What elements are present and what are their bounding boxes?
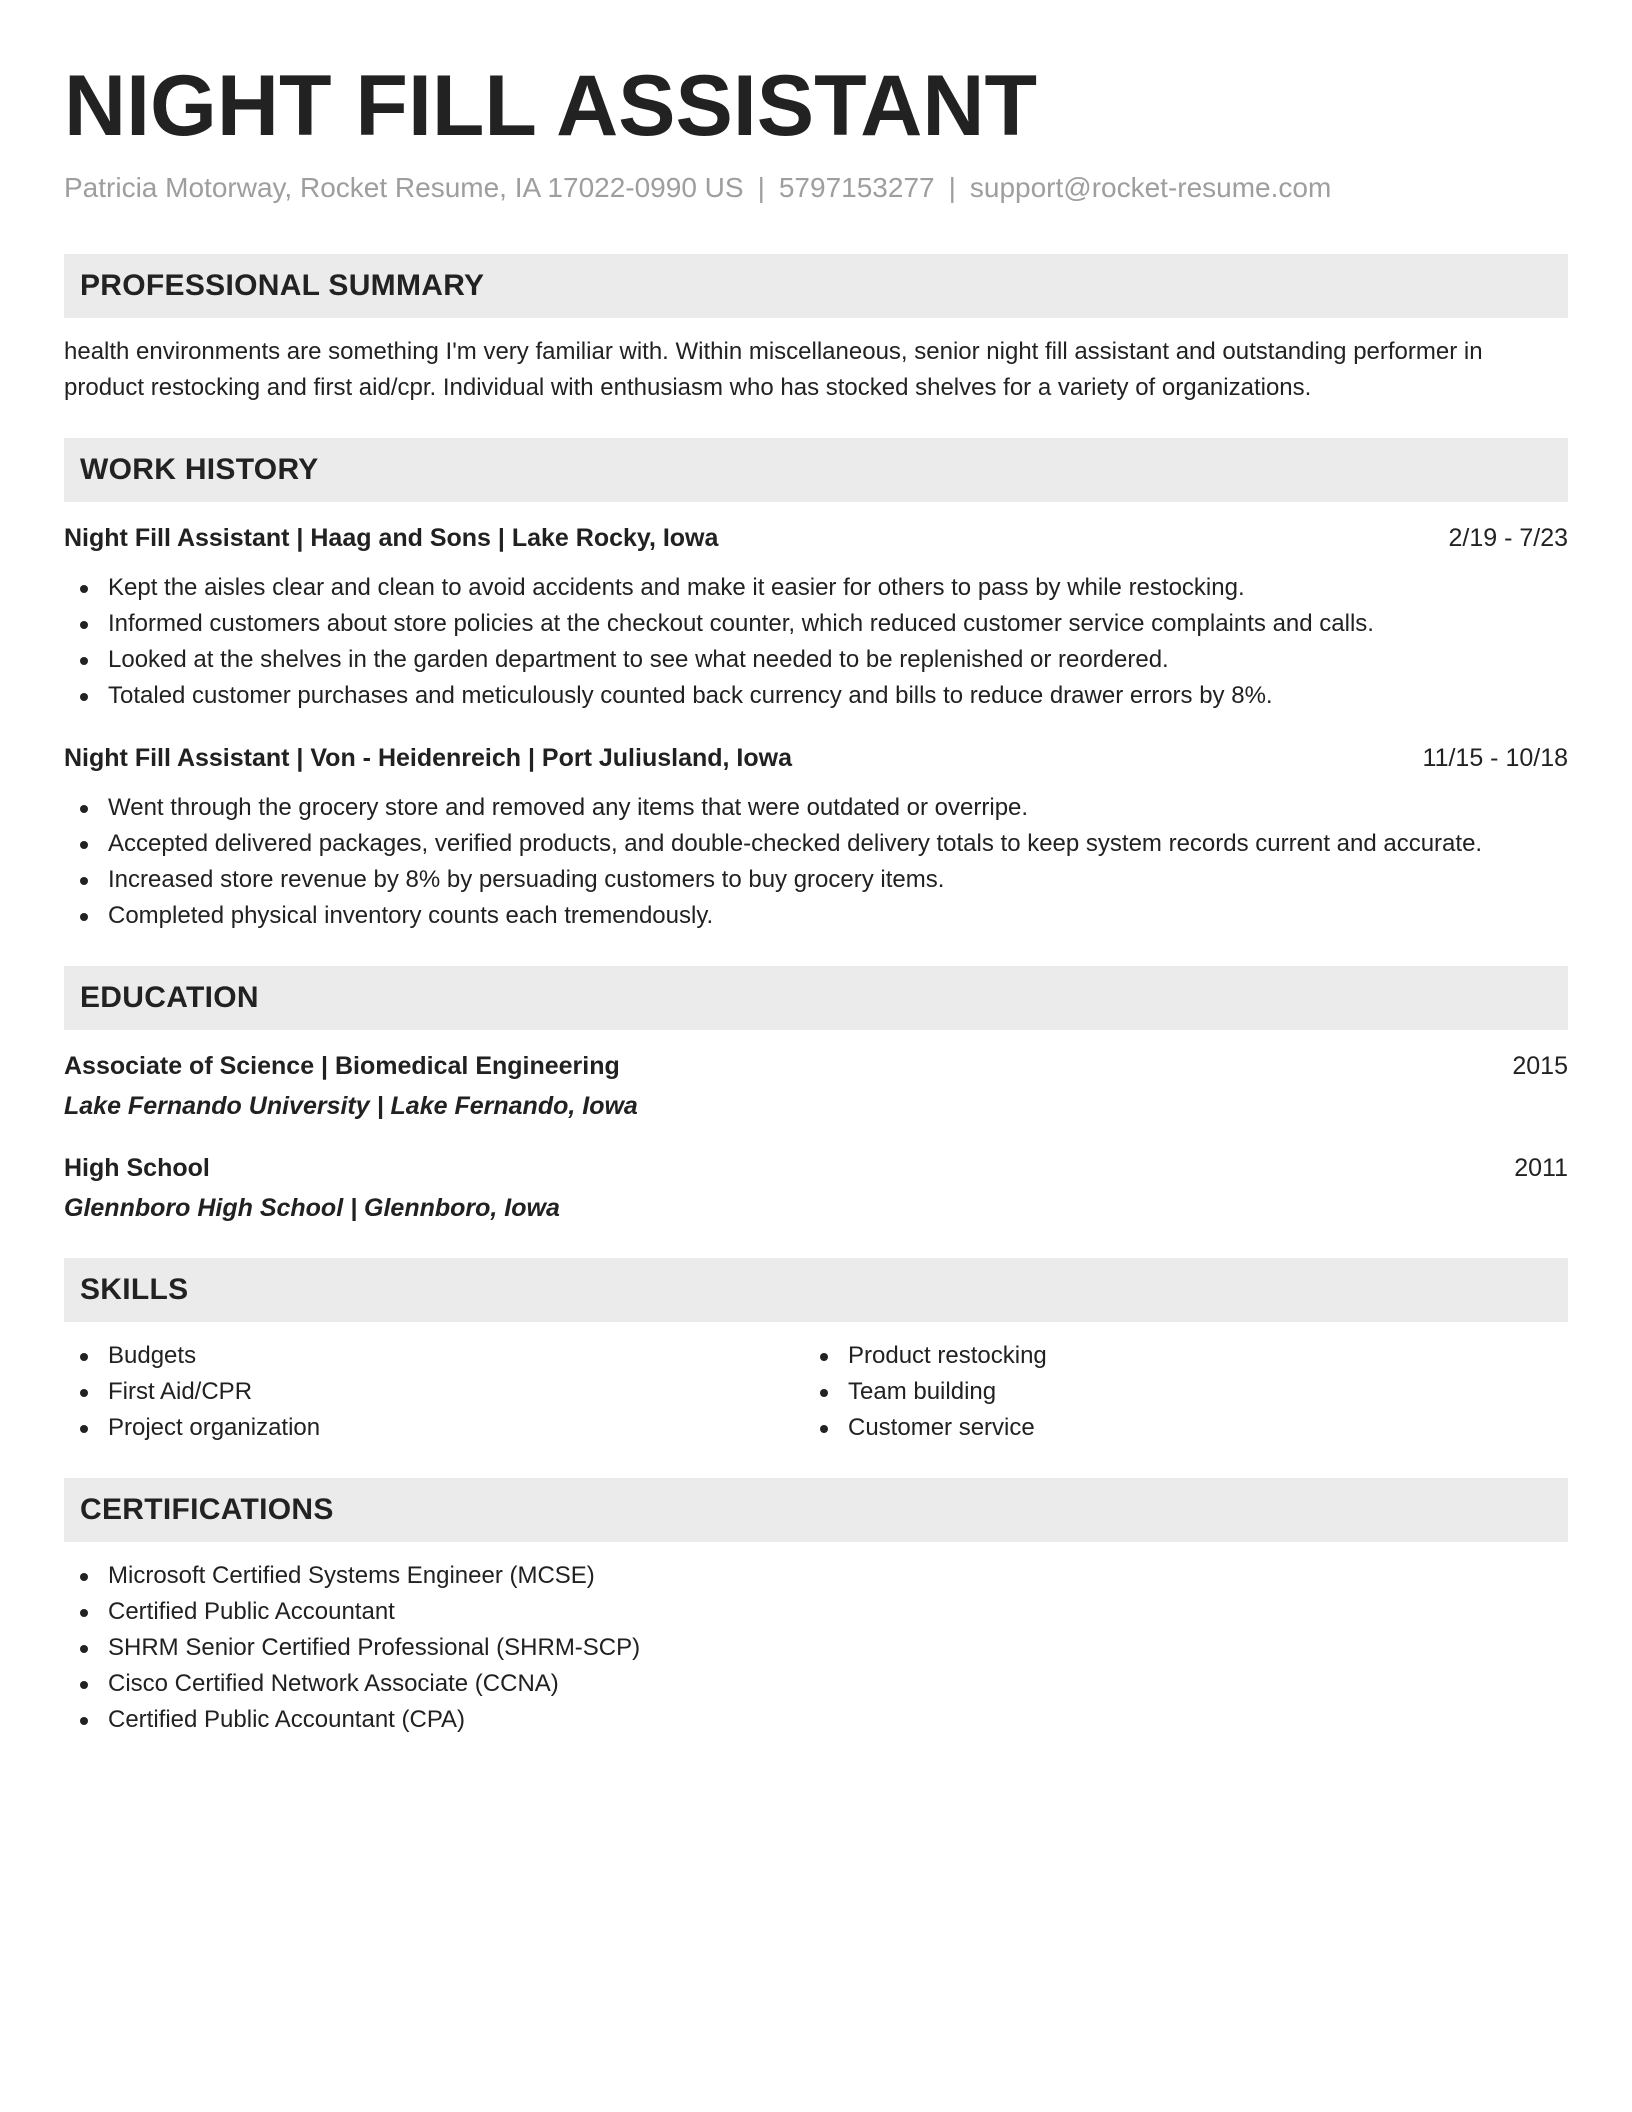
skill-item: Team building xyxy=(804,1374,1564,1410)
section-heading-education: EDUCATION xyxy=(64,966,1568,1030)
job-entry xyxy=(64,520,1568,714)
job-bullets xyxy=(64,790,1568,934)
contact-email: support@rocket-resume.com xyxy=(969,172,1332,203)
certification-item: Certified Public Accountant (CPA) xyxy=(64,1702,1568,1738)
job-bullet: Looked at the shelves in the garden department to see what needed to be replenished or reordered. xyxy=(64,642,1568,678)
job-bullet: Totaled customer purchases and meticulously counted back currency and bills to reduce drawer errors by 8%. xyxy=(64,678,1568,714)
contact-address: Patricia Motorway, Rocket Resume, IA 17022-0990 US xyxy=(64,172,744,203)
job-bullet: Accepted delivered packages, verified products, and double-checked delivery totals to keep system records current and accurate. xyxy=(64,826,1568,862)
job-dates: 11/15 - 10/18 xyxy=(1422,744,1568,772)
education-degree: High School xyxy=(64,1154,210,1182)
education-school: Lake Fernando University | Lake Fernando, Iowa xyxy=(64,1092,638,1120)
skills-grid xyxy=(64,1338,1568,1446)
job-dates: 2/19 - 7/23 xyxy=(1448,524,1568,552)
skill-item: Project organization xyxy=(64,1410,804,1446)
certification-item: SHRM Senior Certified Professional (SHRM-SCP) xyxy=(64,1630,1568,1666)
section-heading-summary: PROFESSIONAL SUMMARY xyxy=(64,254,1568,318)
skills-column-right xyxy=(804,1338,1564,1446)
certification-item: Cisco Certified Network Associate (CCNA) xyxy=(64,1666,1568,1702)
section-heading-certifications: CERTIFICATIONS xyxy=(64,1478,1568,1542)
certification-item: Certified Public Accountant xyxy=(64,1594,1568,1630)
job-title: Night Fill Assistant | Von - Heidenreich | Port Juliusland, Iowa xyxy=(64,744,792,772)
skill-item: Budgets xyxy=(64,1338,804,1374)
work-history-section xyxy=(64,438,1568,934)
certification-item: Microsoft Certified Systems Engineer (MCSE) xyxy=(64,1558,1568,1594)
section-heading-work-history: WORK HISTORY xyxy=(64,438,1568,502)
education-section xyxy=(64,966,1568,1226)
section-heading-skills: SKILLS xyxy=(64,1258,1568,1322)
skill-item: First Aid/CPR xyxy=(64,1374,804,1410)
contact-separator: | xyxy=(948,172,956,203)
job-entry xyxy=(64,740,1568,934)
resume-title: NIGHT FILL ASSISTANT xyxy=(64,58,1038,154)
job-bullet: Increased store revenue by 8% by persuading customers to buy grocery items. xyxy=(64,862,1568,898)
certifications-section xyxy=(64,1478,1568,1738)
skills-column-left xyxy=(64,1338,804,1446)
job-bullet: Went through the grocery store and removed any items that were outdated or overripe. xyxy=(64,790,1568,826)
education-year: 2011 xyxy=(1514,1154,1568,1182)
job-bullets xyxy=(64,570,1568,714)
contact-separator: | xyxy=(757,172,765,203)
summary-text: health environments are something I'm very familiar with. Within miscellaneous, senior night fill assistant and outstanding performer in product restocking and first aid/cpr. Individual with enthusiasm who has stocked shelves for a variety of organizations. xyxy=(64,338,1483,401)
job-bullet: Completed physical inventory counts each tremendously. xyxy=(64,898,1568,934)
education-entry xyxy=(64,1150,1568,1226)
education-degree: Associate of Science | Biomedical Engineering xyxy=(64,1052,620,1080)
education-school: Glennboro High School | Glennboro, Iowa xyxy=(64,1194,560,1222)
certification-list xyxy=(64,1558,1568,1738)
skills-section xyxy=(64,1258,1568,1446)
job-title: Night Fill Assistant | Haag and Sons | Lake Rocky, Iowa xyxy=(64,524,719,552)
job-bullet: Informed customers about store policies at the checkout counter, which reduced customer service complaints and calls. xyxy=(64,606,1568,642)
contact-line xyxy=(64,170,1568,206)
skill-item: Product restocking xyxy=(804,1338,1564,1374)
education-year: 2015 xyxy=(1512,1052,1568,1080)
education-entry xyxy=(64,1048,1568,1124)
job-bullet: Kept the aisles clear and clean to avoid accidents and make it easier for others to pass by while restocking. xyxy=(64,570,1568,606)
summary-section xyxy=(64,254,1568,406)
contact-phone: 5797153277 xyxy=(778,172,935,203)
skill-item: Customer service xyxy=(804,1410,1564,1446)
